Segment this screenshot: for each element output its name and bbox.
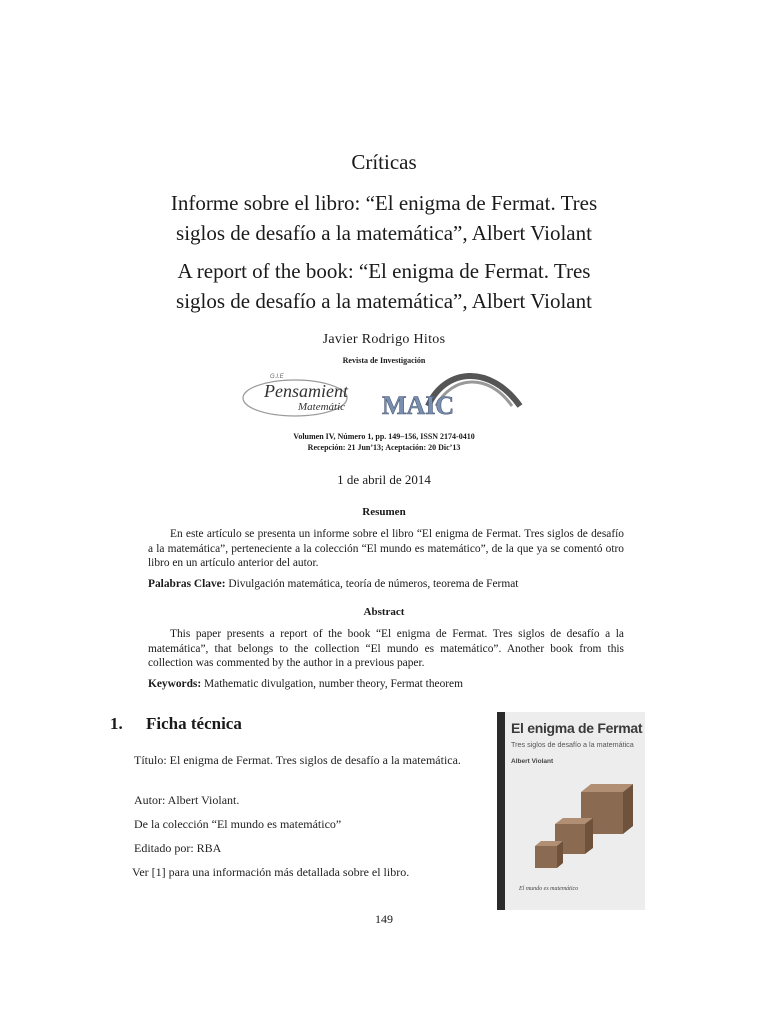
keywords-english-label: Keywords: bbox=[148, 678, 202, 690]
keywords-spanish bbox=[148, 577, 624, 592]
logo-pm-sub: Matemátic bbox=[298, 401, 346, 413]
title-english bbox=[110, 256, 658, 316]
keywords-spanish-text: Divulgación matemática, teoría de números, teorema de Fermat bbox=[228, 578, 519, 590]
pensamiento-matematico-logo bbox=[240, 366, 530, 422]
resumen-heading: Resumen bbox=[362, 506, 406, 518]
abstract-heading: Abstract bbox=[363, 606, 405, 618]
book-cover-author: Albert Violant bbox=[511, 758, 554, 765]
volume-line: Volumen IV, Número 1, pp. 149–156, ISSN 2174-0410 bbox=[293, 432, 475, 441]
ficha-ver-referencia: Ver [1] para una información más detallada sobre el libro. bbox=[132, 865, 410, 879]
abstract-text: This paper presents a report of the book “El enigma de Fermat. Tres siglos de desafío a la matemática”, that belongs to the collection “El mundo es matemático”. Another book from this collection was commented by the author in a previous paper. bbox=[148, 628, 624, 669]
journal-label: Revista de Investigación bbox=[342, 356, 426, 365]
logo-maic: MAIC bbox=[382, 391, 455, 420]
title-spanish bbox=[110, 188, 658, 248]
logo-pm-main: Pensamient bbox=[264, 381, 348, 401]
ficha-autor: Autor: Albert Violant. bbox=[134, 793, 240, 807]
title-english-line-1: A report of the book: “El enigma de Fermat. Tres bbox=[177, 259, 591, 283]
resumen-text: En este artículo se presenta un informe sobre el libro “El enigma de Fermat. Tres siglos de desafío a la matemática”, perteneciente a la colección “El mundo es matemático”, de la que ya se comentó otro libro en un artículo anterior del autor. bbox=[148, 528, 624, 569]
section-1-number: 1. bbox=[110, 714, 123, 733]
page-number: 149 bbox=[375, 912, 393, 926]
ficha-titulo bbox=[110, 752, 486, 768]
book-cover-title: El enigma de Fermat bbox=[511, 720, 643, 736]
section-1-heading bbox=[110, 714, 242, 734]
section-label: Críticas bbox=[351, 150, 417, 174]
abstract-paragraph bbox=[148, 627, 624, 671]
logo-pm-top: G.I.E bbox=[270, 374, 284, 380]
keywords-english-text: Mathematic divulgation, number theory, Fermat theorem bbox=[204, 678, 463, 690]
ficha-coleccion: De la colección “El mundo es matemático” bbox=[134, 817, 342, 831]
journal-logos bbox=[240, 366, 530, 422]
title-english-line-2: siglos de desafío a la matemática”, Albert Violant bbox=[176, 289, 592, 313]
book-cover-subtitle: Tres siglos de desafío a la matemática bbox=[511, 740, 634, 749]
book-cover-collection: El mundo es matemático bbox=[519, 886, 579, 892]
title-spanish-line-2: siglos de desafío a la matemática”, Albert Violant bbox=[176, 221, 592, 245]
title-spanish-line-1: Informe sobre el libro: “El enigma de Fermat. Tres bbox=[170, 191, 598, 215]
keywords-english bbox=[148, 677, 624, 692]
resumen-paragraph bbox=[148, 527, 624, 571]
ficha-titulo-text: Título: El enigma de Fermat. Tres siglos de desafío a la matemática. bbox=[134, 753, 461, 767]
section-1-title: Ficha técnica bbox=[146, 714, 242, 733]
ficha-editado: Editado por: RBA bbox=[134, 841, 222, 855]
author-name: Javier Rodrigo Hitos bbox=[322, 332, 446, 347]
volume-info bbox=[0, 431, 768, 453]
dates-line: Recepción: 21 Jun’13; Aceptación: 20 Dic’13 bbox=[307, 443, 461, 452]
publication-date: 1 de abril de 2014 bbox=[337, 472, 431, 487]
book-cover-image bbox=[497, 712, 645, 910]
keywords-spanish-label: Palabras Clave: bbox=[148, 578, 226, 590]
